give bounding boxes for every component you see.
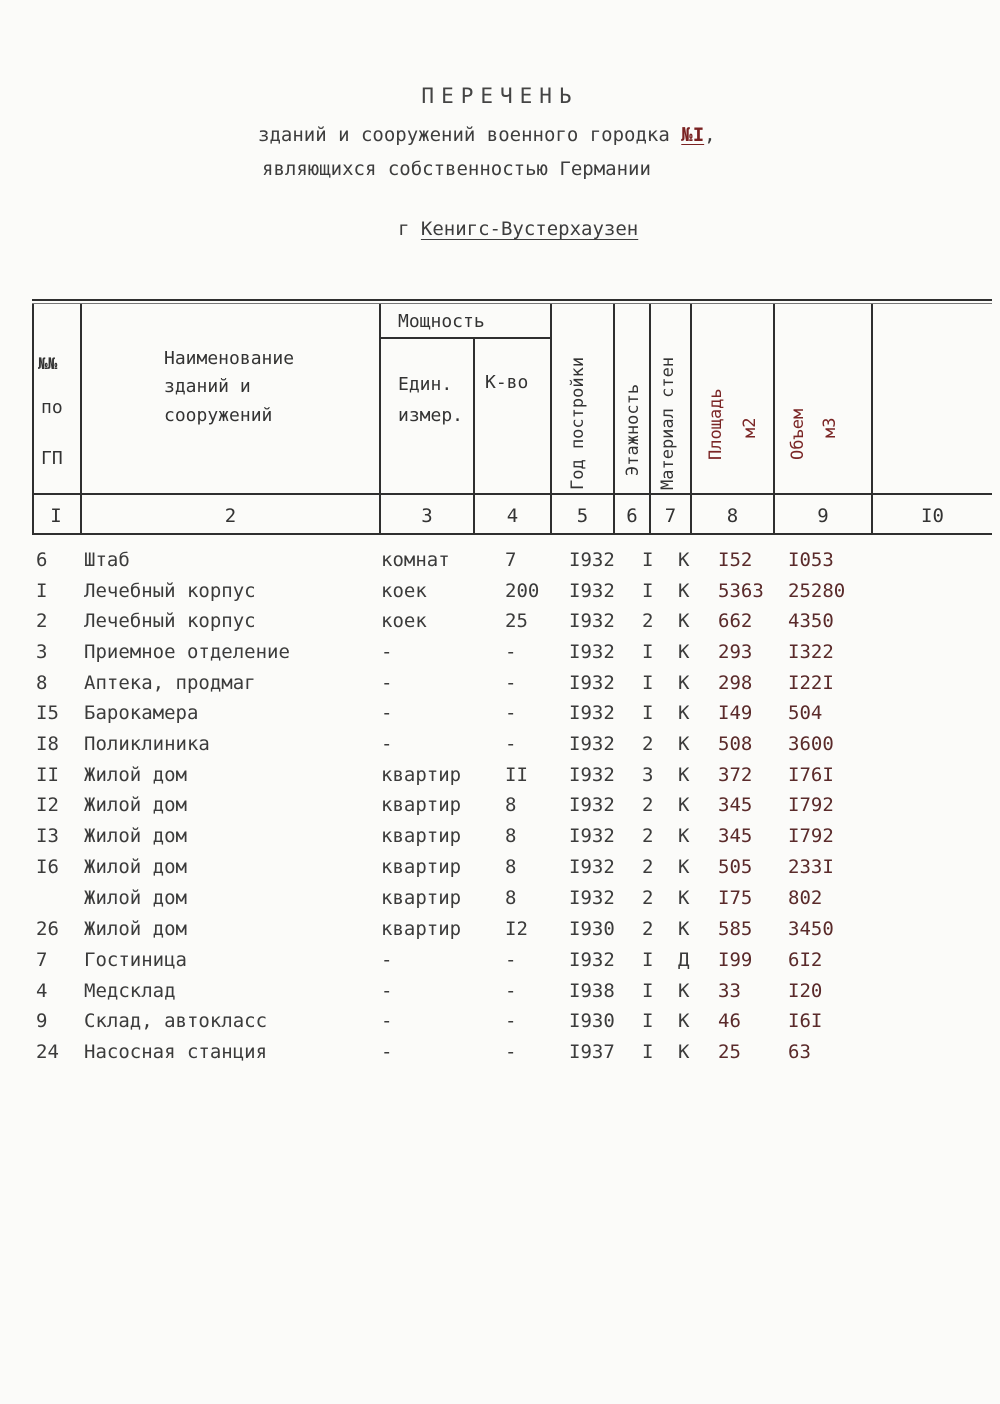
cell-volume: I6I — [788, 1010, 823, 1032]
cell-qty: 7 — [505, 549, 517, 571]
cell-qty: - — [505, 1041, 517, 1063]
cell-gp: I2 — [36, 794, 59, 816]
cell-floors: 2 — [642, 856, 654, 878]
cell-qty: 8 — [505, 887, 517, 909]
subtitle-text: зданий и сооружений военного городка — [258, 124, 670, 146]
cell-area: I75 — [718, 887, 753, 909]
cell-volume: 63 — [788, 1041, 811, 1063]
cell-gp: 6 — [36, 549, 48, 571]
cell-unit: - — [381, 702, 393, 724]
cell-year: I932 — [569, 887, 615, 909]
cell-unit: - — [381, 1041, 393, 1063]
column-number: 9 — [817, 505, 829, 527]
table-row — [0, 672, 1000, 703]
col-divider — [871, 304, 873, 534]
header-name-line2: зданий и — [164, 376, 251, 397]
subtitle-line-2: являющихся собственностью Германии — [262, 158, 651, 180]
cell-material: К — [678, 702, 690, 724]
cell-gp: 7 — [36, 949, 48, 971]
cell-floors: 2 — [642, 794, 654, 816]
cell-name: Поликлиника — [84, 733, 210, 755]
cell-floors: 3 — [642, 764, 654, 786]
column-number: 6 — [626, 505, 638, 527]
cell-unit: квартир — [381, 794, 462, 816]
cell-area: 25 — [718, 1041, 741, 1063]
header-unit-line2: измер. — [398, 405, 464, 426]
cell-volume: I792 — [788, 794, 834, 816]
cell-area: 372 — [718, 764, 753, 786]
cell-area: I52 — [718, 549, 753, 571]
column-number: 3 — [421, 505, 433, 527]
cell-material: К — [678, 980, 690, 1002]
cell-area: 298 — [718, 672, 753, 694]
table-row — [0, 764, 1000, 795]
cell-gp: 24 — [36, 1041, 59, 1063]
header-name-line1: Наименование — [164, 348, 295, 369]
cell-year: I932 — [569, 733, 615, 755]
cell-name: Лечебный корпус — [84, 580, 256, 602]
cell-area: I49 — [718, 702, 753, 724]
cell-unit: комнат — [381, 549, 450, 571]
cell-year: I932 — [569, 702, 615, 724]
cell-unit: квартир — [381, 918, 462, 940]
cell-qty: 25 — [505, 610, 528, 632]
cell-floors: I — [642, 549, 654, 571]
cell-name: Барокамера — [84, 702, 199, 724]
cell-name: Лечебный корпус — [84, 610, 256, 632]
header-volume-line2: м3 — [820, 417, 840, 438]
cell-volume: 25280 — [788, 580, 846, 602]
cell-year: I932 — [569, 672, 615, 694]
cell-material: К — [678, 610, 690, 632]
cell-name: Склад, автокласс — [84, 1010, 268, 1032]
cell-material: К — [678, 641, 690, 663]
cell-name: Гостиница — [84, 949, 187, 971]
column-number: 8 — [726, 505, 739, 527]
header-floors: Этажность — [623, 383, 643, 476]
cell-unit: - — [381, 949, 393, 971]
cell-gp: 8 — [36, 672, 48, 694]
cell-area: 293 — [718, 641, 753, 663]
cell-gp: I5 — [36, 702, 59, 724]
cell-unit: - — [381, 733, 393, 755]
cell-name: Штаб — [84, 549, 130, 571]
cell-year: I930 — [569, 1010, 615, 1032]
cell-qty: - — [505, 702, 517, 724]
cell-material: К — [678, 1041, 690, 1063]
cell-area: 345 — [718, 825, 753, 847]
subtitle-line-1 — [258, 124, 716, 146]
cell-volume: 233I — [788, 856, 834, 878]
cell-year: I930 — [569, 918, 615, 940]
table-row — [0, 825, 1000, 856]
header-gp-line1: №№ — [38, 354, 58, 373]
city-prefix: г — [398, 218, 410, 240]
header-year: Год постройки — [568, 356, 588, 490]
column-number: 4 — [506, 505, 519, 527]
table-row — [0, 980, 1000, 1011]
header-volume-line1: Объем — [788, 408, 808, 460]
column-number: I — [50, 505, 62, 527]
cell-qty: - — [505, 949, 517, 971]
cell-volume: I792 — [788, 825, 834, 847]
table-row — [0, 580, 1000, 611]
cell-volume: 802 — [788, 887, 823, 909]
table-row — [0, 1010, 1000, 1041]
cell-area: 508 — [718, 733, 753, 755]
cell-qty: 8 — [505, 856, 517, 878]
cell-material: К — [678, 580, 690, 602]
table-row — [0, 918, 1000, 949]
column-number: 5 — [576, 505, 589, 527]
col-divider — [80, 304, 82, 534]
cell-gp: 2 — [36, 610, 48, 632]
cell-qty: I2 — [505, 918, 528, 940]
cell-volume: I76I — [788, 764, 834, 786]
table-row — [0, 702, 1000, 733]
cell-floors: I — [642, 702, 654, 724]
cell-material: К — [678, 918, 690, 940]
cell-year: I932 — [569, 610, 615, 632]
cell-floors: I — [642, 1010, 654, 1032]
header-capacity: Мощность — [398, 311, 485, 332]
document-title: ПЕРЕЧЕНЬ — [421, 84, 579, 108]
cell-gp: I3 — [36, 825, 59, 847]
cell-name: Жилой дом — [84, 887, 187, 909]
table-row — [0, 549, 1000, 580]
cell-year: I932 — [569, 794, 615, 816]
cell-material: К — [678, 825, 690, 847]
cell-gp: I6 — [36, 856, 59, 878]
cell-material: К — [678, 856, 690, 878]
cell-name: Жилой дом — [84, 856, 187, 878]
cell-floors: I — [642, 980, 654, 1002]
cell-material: К — [678, 672, 690, 694]
cell-unit: коек — [381, 580, 427, 602]
col-divider — [379, 304, 381, 534]
header-area-line2: м2 — [740, 417, 760, 438]
cell-floors: 2 — [642, 610, 654, 632]
column-number: 7 — [664, 505, 677, 527]
cell-unit: - — [381, 1010, 393, 1032]
cell-material: К — [678, 794, 690, 816]
cell-volume: 6I2 — [788, 949, 823, 971]
cell-volume: I053 — [788, 549, 834, 571]
cell-year: I937 — [569, 1041, 615, 1063]
cell-year: I938 — [569, 980, 615, 1002]
cell-name: Приемное отделение — [84, 641, 290, 663]
table-row — [0, 610, 1000, 641]
table-row — [0, 1041, 1000, 1072]
header-name-line3: сооружений — [164, 405, 273, 426]
cell-floors: 2 — [642, 825, 654, 847]
cell-volume: I22I — [788, 672, 834, 694]
cell-name: Жилой дом — [84, 764, 187, 786]
cell-year: I932 — [569, 580, 615, 602]
cell-qty: - — [505, 641, 517, 663]
cell-floors: I — [642, 949, 654, 971]
cell-unit: - — [381, 641, 393, 663]
cell-volume: 3450 — [788, 918, 834, 940]
cell-volume: 504 — [788, 702, 823, 724]
city-line — [398, 218, 638, 240]
cell-material: К — [678, 733, 690, 755]
col-divider — [649, 304, 651, 534]
cell-qty: - — [505, 980, 517, 1002]
col-divider — [32, 304, 34, 534]
cell-floors: I — [642, 1041, 654, 1063]
cell-material: К — [678, 887, 690, 909]
town-number: №I — [681, 124, 705, 146]
header-gp-line2: по — [41, 397, 63, 418]
header-material: Материал стен — [658, 356, 678, 490]
cell-name: Жилой дом — [84, 918, 187, 940]
header-top-rule-double — [32, 303, 992, 304]
cell-gp: II — [36, 764, 59, 786]
table-row — [0, 949, 1000, 980]
cell-area: 33 — [718, 980, 741, 1002]
cell-unit: - — [381, 672, 393, 694]
cell-area: 5363 — [718, 580, 764, 602]
cell-year: I932 — [569, 949, 615, 971]
subtitle-comma: , — [704, 124, 716, 146]
col-divider — [550, 304, 552, 534]
cell-area: 662 — [718, 610, 753, 632]
table-row — [0, 733, 1000, 764]
cell-floors: 2 — [642, 733, 654, 755]
cell-volume: I20 — [788, 980, 823, 1002]
col-divider — [773, 304, 775, 534]
cell-name: Насосная станция — [84, 1041, 268, 1063]
cell-qty: 200 — [505, 580, 540, 602]
cell-floors: I — [642, 641, 654, 663]
cell-gp: I8 — [36, 733, 59, 755]
header-area-line1: Площадь — [706, 388, 726, 460]
table-row — [0, 887, 1000, 918]
header-mid-rule — [32, 493, 992, 495]
cell-year: I932 — [569, 764, 615, 786]
table-row — [0, 641, 1000, 672]
cell-floors: I — [642, 672, 654, 694]
cell-name: Жилой дом — [84, 794, 187, 816]
city-name: Кенигс-Вустерхаузен — [420, 218, 639, 240]
cell-volume: I322 — [788, 641, 834, 663]
cell-material: Д — [678, 949, 690, 971]
cell-unit: квартир — [381, 887, 462, 909]
cell-material: К — [678, 1010, 690, 1032]
column-number: I0 — [921, 505, 944, 527]
cell-area: 585 — [718, 918, 753, 940]
cell-area: I99 — [718, 949, 753, 971]
header-qty: К-во — [485, 372, 529, 393]
cell-name: Жилой дом — [84, 825, 187, 847]
cell-area: 345 — [718, 794, 753, 816]
cell-gp: 3 — [36, 641, 48, 663]
cell-volume: 4350 — [788, 610, 834, 632]
cell-qty: 8 — [505, 794, 517, 816]
cell-qty: 8 — [505, 825, 517, 847]
col-divider — [690, 304, 692, 534]
cell-floors: 2 — [642, 918, 654, 940]
cell-material: К — [678, 764, 690, 786]
cell-qty: - — [505, 672, 517, 694]
cell-name: Медсклад — [84, 980, 176, 1002]
cell-gp: 9 — [36, 1010, 48, 1032]
cell-material: К — [678, 549, 690, 571]
cell-qty: - — [505, 1010, 517, 1032]
cell-year: I932 — [569, 641, 615, 663]
cell-name: Аптека, продмаг — [84, 672, 256, 694]
header-unit-line1: Един. — [398, 374, 453, 395]
cell-area: 46 — [718, 1010, 741, 1032]
cell-volume: 3600 — [788, 733, 834, 755]
header-gp-line3: ГП — [41, 448, 63, 469]
cell-area: 505 — [718, 856, 753, 878]
table-row — [0, 794, 1000, 825]
cell-unit: - — [381, 980, 393, 1002]
cell-floors: I — [642, 580, 654, 602]
header-top-rule — [32, 299, 992, 301]
cell-year: I932 — [569, 825, 615, 847]
cell-gp: 4 — [36, 980, 48, 1002]
cell-floors: 2 — [642, 887, 654, 909]
cell-qty: - — [505, 733, 517, 755]
table-row — [0, 856, 1000, 887]
cell-gp: 26 — [36, 918, 59, 940]
col-divider — [613, 304, 615, 534]
cell-qty: II — [505, 764, 528, 786]
cell-gp: I — [36, 580, 48, 602]
cell-unit: квартир — [381, 856, 462, 878]
column-number: 2 — [224, 505, 237, 527]
cell-unit: коек — [381, 610, 427, 632]
cell-year: I932 — [569, 549, 615, 571]
cell-unit: квартир — [381, 764, 462, 786]
cell-unit: квартир — [381, 825, 462, 847]
capacity-rule — [381, 337, 551, 339]
header-bottom-rule — [32, 533, 992, 535]
cell-year: I932 — [569, 856, 615, 878]
